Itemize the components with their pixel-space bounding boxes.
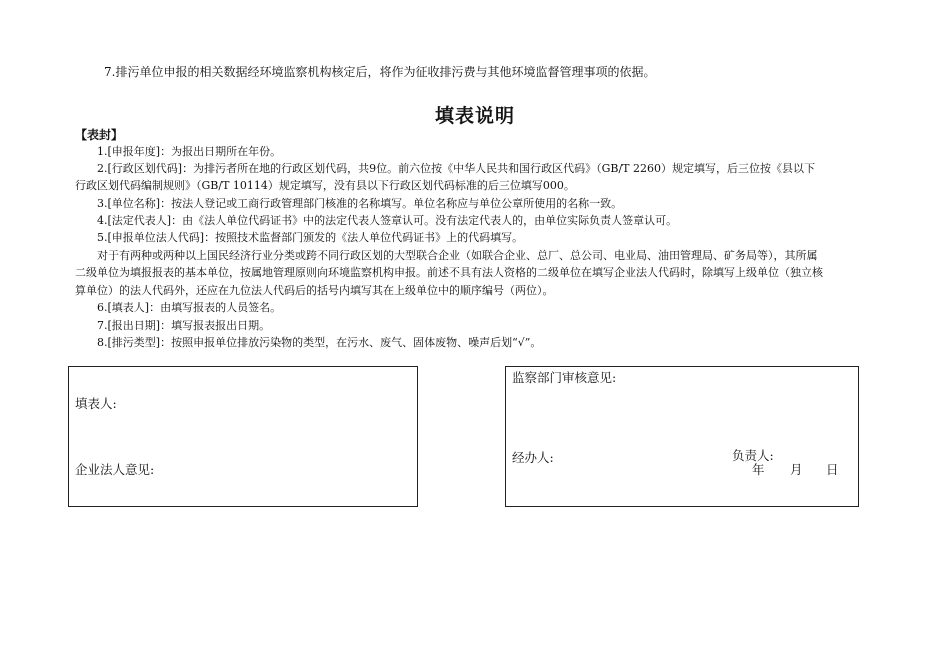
- legal-opinion-label: 企业法人意见:: [75, 462, 155, 477]
- top-note: 7.排污单位申报的相关数据经环境监察机构核定后，将作为征收排污费与其他环境监督管理事项的依据。: [104, 65, 656, 79]
- instruction-paragraph-line-3: 算单位）的法人代码外，还应在九位法人代码后的括号内填写其在上级单位中的顺序编号（两位）。: [75, 284, 554, 297]
- instruction-item-2-line-2: 行政区划代码编制规则》（GB/T 10114）规定填写，没有县以下行政区划代码标准的后三位填写000。: [75, 179, 575, 192]
- supervision-review-box: [505, 366, 859, 507]
- instruction-paragraph-line-2: 二级单位为填报报表的基本单位，按属地管理原则向环境监察机构申报。前述不具有法人资格的二级单位在填写企业法人代码时，除填写上级单位（独立核: [75, 266, 823, 279]
- instruction-item-3: 3.[单位名称]：按法人登记或工商行政管理部门核准的名称填写。单位名称应与单位公章所使用的名称一致。: [97, 197, 623, 210]
- instruction-paragraph-line-1: 对于有两种或两种以上国民经济行业分类或跨不同行政区划的大型联合企业（如联合企业、总厂、总公司、电业局、油田管理局、矿务局等），其所属: [97, 249, 818, 262]
- section-label: 【表封】: [75, 128, 124, 142]
- filler-signature-box: [68, 366, 418, 507]
- month-label: 月: [790, 462, 803, 477]
- instruction-item-6: 6.[填表人]：由填写报表的人员签名。: [97, 301, 282, 314]
- instruction-item-7: 7.[报出日期]：填写报表报出日期。: [97, 319, 271, 332]
- instruction-item-1: 1.[申报年度]：为报出日期所在年份。: [97, 145, 282, 158]
- filler-label: 填表人:: [75, 396, 117, 411]
- supervision-label: 监察部门审核意见:: [512, 370, 617, 385]
- year-label: 年: [752, 462, 765, 477]
- page-title: 填表说明: [434, 105, 515, 127]
- handler-label: 经办人:: [512, 450, 554, 465]
- instruction-item-4: 4.[法定代表人]：由《法人单位代码证书》中的法定代表人签章认可。没有法定代表人的，由单位实际负责人签章认可。: [97, 214, 678, 227]
- responsible-label: 负责人:: [732, 448, 774, 463]
- instruction-item-5: 5.[申报单位法人代码]：按照技术监督部门颁发的《法人单位代码证书》上的代码填写。: [97, 231, 524, 244]
- day-label: 日: [826, 462, 839, 477]
- instruction-item-2-line-1: 2.[行政区划代码]：为排污者所在地的行政区划代码，共9位。前六位按《中华人民共和国行政区代码》（GB/T 2260）规定填写，后三位按《县以下: [97, 162, 815, 175]
- instruction-item-8: 8.[排污类型]：按照申报单位排放污染物的类型，在污水、废气、固体废物、噪声后划“√”。: [97, 336, 542, 349]
